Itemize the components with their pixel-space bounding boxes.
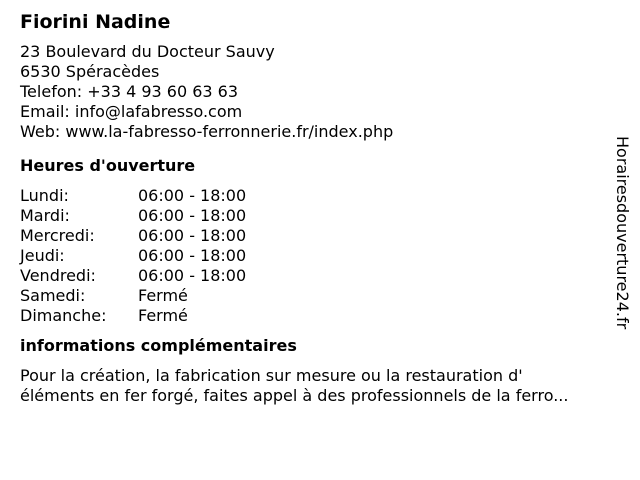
time-value: Fermé — [138, 286, 188, 305]
business-name: Fiorini Nadine — [20, 11, 171, 33]
time-value: 06:00 - 18:00 — [138, 246, 247, 265]
hours-row-friday — [20, 266, 610, 286]
time-value: 06:00 - 18:00 — [138, 206, 247, 225]
opening-hours-list — [20, 186, 610, 326]
hours-row-monday — [20, 186, 610, 206]
hours-row-wednesday — [20, 226, 610, 246]
opening-hours-heading: Heures d'ouverture — [20, 156, 196, 175]
day-label: Samedi: — [20, 286, 86, 305]
email-line: Email: info@lafabresso.com — [20, 102, 243, 121]
address-city: 6530 Spéracèdes — [20, 62, 160, 81]
site-watermark: Horairesdouverture24.fr — [613, 136, 632, 330]
address-street: 23 Boulevard du Docteur Sauvy — [20, 42, 275, 61]
day-label: Mercredi: — [20, 226, 95, 245]
phone-line: Telefon: +33 4 93 60 63 63 — [20, 82, 239, 101]
hours-row-sunday — [20, 306, 610, 326]
day-label: Vendredi: — [20, 266, 96, 285]
hours-row-tuesday — [20, 206, 610, 226]
time-value: 06:00 - 18:00 — [138, 226, 247, 245]
hours-row-thursday — [20, 246, 610, 266]
additional-info-line-2: éléments en fer forgé, faites appel à des professionnels de la ferro... — [20, 386, 569, 405]
business-card — [20, 10, 610, 406]
day-label: Lundi: — [20, 186, 69, 205]
web-line: Web: www.la-fabresso-ferronnerie.fr/index.php — [20, 122, 394, 141]
time-value: 06:00 - 18:00 — [138, 186, 247, 205]
day-label: Jeudi: — [20, 246, 65, 265]
hours-row-saturday — [20, 286, 610, 306]
additional-info-heading: informations complémentaires — [20, 336, 297, 355]
day-label: Mardi: — [20, 206, 70, 225]
day-label: Dimanche: — [20, 306, 107, 325]
time-value: 06:00 - 18:00 — [138, 266, 247, 285]
time-value: Fermé — [138, 306, 188, 325]
additional-info-line-1: Pour la création, la fabrication sur mesure ou la restauration d' — [20, 366, 523, 385]
